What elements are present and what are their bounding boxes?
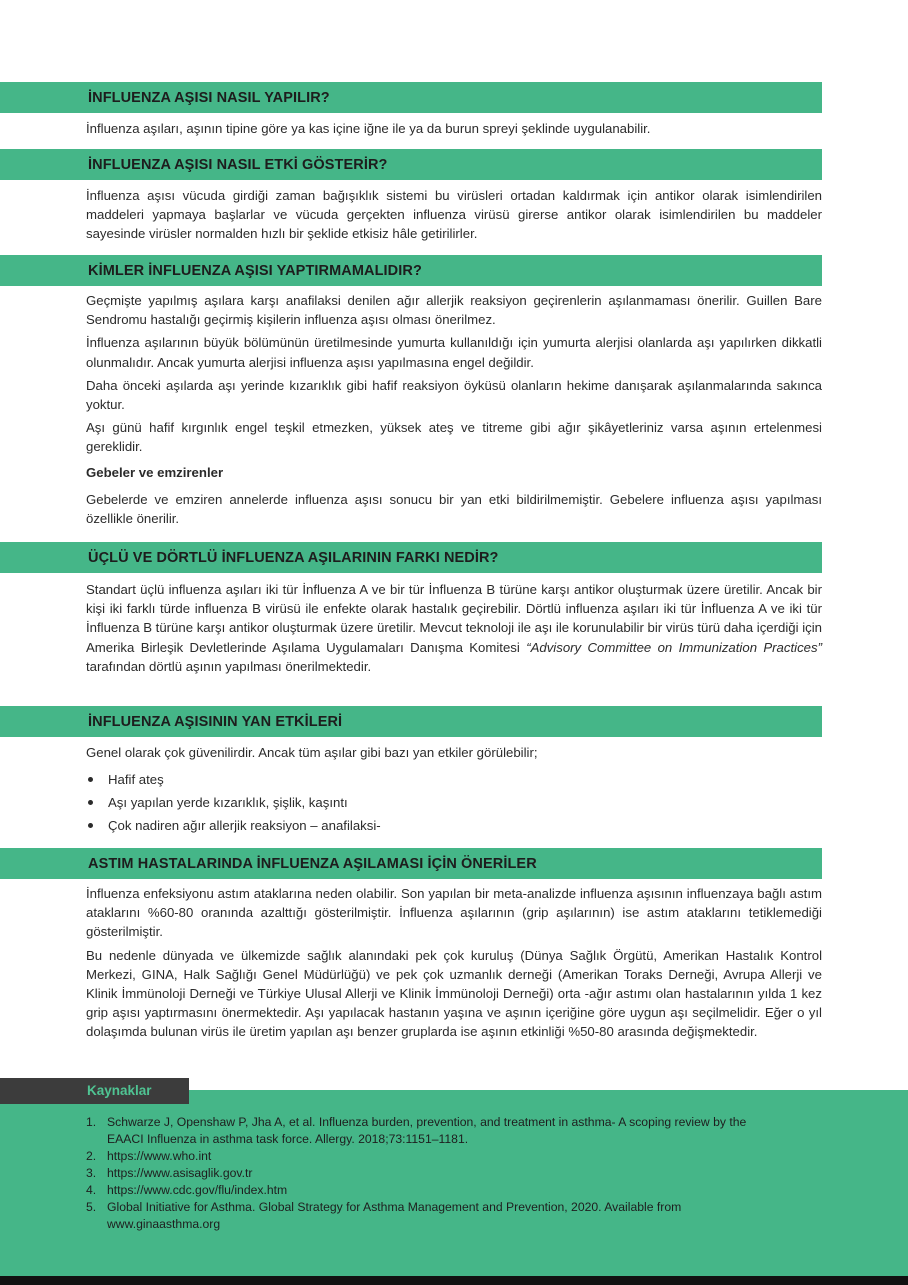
- reference-item: 4. https://www.cdc.gov/flu/index.htm: [86, 1183, 288, 1197]
- paragraph-italic: “Advisory Committee on Immunization Practices”: [526, 639, 822, 655]
- section-band-side-effects: [0, 706, 822, 737]
- reference-link[interactable]: https://www.cdc.gov/flu/index.htm: [107, 1183, 288, 1197]
- section-band-who-not: [0, 255, 822, 286]
- section-band-difference: [0, 542, 822, 573]
- subheading: Gebeler ve emzirenler: [86, 464, 224, 480]
- reference-item: 5. Global Initiative for Asthma. Global Strategy for Asthma Management and Prevention, 2020. Available from www.ginaasthma.org: [86, 1200, 682, 1231]
- reference-link[interactable]: https://www.who.int: [107, 1149, 212, 1163]
- references-list: [86, 1114, 766, 1233]
- section-body-asthma: [86, 884, 822, 1046]
- bullet-list: [86, 768, 822, 837]
- section-title: İNFLUENZA AŞISI NASIL YAPILIR?: [88, 90, 330, 106]
- paragraph: Geçmişte yapılmış aşılara karşı anafilaksi denilen ağır allerjik reaksiyon geçirenlerin aşılanmaması önerilir. Guillen Bare Sendromu hastalığı geçirmiş kişilerin influenza aşısı olması önerilmez.: [86, 293, 822, 328]
- reference-item: 2. https://www.who.int: [86, 1149, 212, 1163]
- section-body-how-works: [86, 186, 822, 248]
- references-tab: [0, 1078, 189, 1104]
- paragraph: İnfluenza enfeksiyonu astım ataklarına neden olabilir. Son yapılan bir meta-analizde influenza aşısının influenzaya bağlı astım ataklarını %60-80 oranında azalttığı gösterilmiştir. İnfluenza aşılarının (grip aşılarının) ise astım ataklarını tetiklemediği gösterilmiştir.: [86, 886, 822, 940]
- section-band-how-applied: [0, 82, 822, 113]
- paragraph: Genel olarak çok güvenilirdir. Ancak tüm aşılar gibi bazı yan etkiler görülebilir;: [86, 745, 538, 760]
- reference-item: 1. Schwarze J, Openshaw P, Jha A, et al. Influenza burden, prevention, and treatment in asthma- A scoping review by the EAACI Influenza in asthma task force. Allergy. 2018;73:1151–1181.: [86, 1115, 747, 1146]
- section-band-how-works: [0, 149, 822, 180]
- list-item: Hafif ateş: [86, 768, 822, 791]
- section-title: İNFLUENZA AŞISININ YAN ETKİLERİ: [88, 714, 343, 730]
- list-item: Aşı yapılan yerde kızarıklık, şişlik, kaşıntı: [86, 791, 822, 814]
- paragraph: Aşı günü hafif kırgınlık engel teşkil etmezken, yüksek ateş ve titreme gibi ağır şikâyetleriniz varsa aşının ertelenmesi gereklidir.: [86, 420, 822, 455]
- paragraph: Daha önceki aşılarda aşı yerinde kızarıklık gibi hafif reaksiyon öyküsü olanların hekime danışarak aşılanmalarında sakınca yoktur.: [86, 377, 822, 413]
- paragraph-text: Standart üçlü influenza aşıları iki tür İnfluenza A ve bir tür İnfluenza B türüne karşı antikor oluşturmak üzere üretilir. Ancak bir kişi iki farklı türde influenza B virüsü ile enfekte olarak hastalık geçirebilir. Dörtlü influenza aşıları iki tür İnfluenza A ve iki tür İnfluenza B türüne karşı antikor oluşturmak üzere üretilir. Mevcut teknoloji ile aşı ile korunulabilir bir virüs türü daha içerdiği için Amerika Birleşik Devletlerinde Aşılama Uygulamaları Danışma Komitesi: [86, 582, 822, 655]
- section-band-asthma: [0, 848, 822, 879]
- bottom-rule: [0, 1276, 908, 1285]
- bullet-icon: [88, 777, 93, 782]
- section-body-difference: [86, 580, 822, 680]
- list-item: Çok nadiren ağır allerjik reaksiyon – anafilaksi-: [86, 814, 822, 837]
- paragraph: [86, 580, 822, 676]
- reference-link[interactable]: https://www.asisaglik.gov.tr: [107, 1166, 253, 1180]
- reference-item: 3. https://www.asisaglik.gov.tr: [86, 1166, 253, 1180]
- paragraph: Gebelerde ve emziren annelerde influenza aşısı sonucu bir yan etki bildirilmemiştir. Gebelere influenza aşısı yapılması özellikle önerilir.: [86, 491, 822, 527]
- section-body-side-effects: [86, 743, 822, 837]
- section-title: ASTIM HASTALARINDA İNFLUENZA AŞILAMASI İÇİN ÖNERİLER: [88, 856, 537, 872]
- paragraph: İnfluenza aşılarının büyük bölümünün üretilmesinde yumurta kullanıldığı için yumurta alerjisi olanlarda aşı yapılırken dikkatli olunmalıdır. Ancak yumurta alerjisi influenza aşısı yapılmasına engel değildir.: [86, 335, 822, 370]
- paragraph: İnfluenza aşısı vücuda girdiği zaman bağışıklık sistemi bu virüsleri ortadan kaldırmak için antikor olarak isimlendirilen maddeleri yapmaya başlarlar ve vücuda gerçekten influenza virüsü girerse antikor olarak isimlendirilen bu maddeler sayesinde virüsler normalden hızlı bir şeklide etkisiz hâle getirilirler.: [86, 188, 822, 242]
- paragraph: İnfluenza aşıları, aşının tipine göre ya kas içine iğne ile ya da burun spreyi şeklinde uygulanabilir.: [86, 121, 651, 136]
- section-body-how-applied: [86, 119, 822, 142]
- paragraph-text: tarafından dörtlü aşının yapılması önerilmektedir.: [86, 658, 372, 674]
- bullet-icon: [88, 800, 93, 805]
- section-title: İNFLUENZA AŞISI NASIL ETKİ GÖSTERİR?: [88, 157, 388, 173]
- section-title: ÜÇLÜ VE DÖRTLÜ İNFLUENZA AŞILARININ FARKI NEDİR?: [88, 550, 499, 566]
- paragraph: Bu nedenle dünyada ve ülkemizde sağlık alanındaki pek çok kuruluş (Dünya Sağlık Örgütü, Amerikan Hastalık Kontrol Merkezi, GINA, Halk Sağlığı Genel Müdürlüğü) ve pek çok uzmanlık derneği (Amerikan Toraks Derneği, Avrupa Allerji ve Klinik İmmünoloji Derneği ve Türkiye Ulusal Allerji ve Klinik İmmünoloji Derneği) orta -ağır astımı olan hastalarının yılda 1 kez grip aşısı yaptırmasını önermektedir. Aşı yapılacak hastanın yaşına ve aşının içeriğine göre uygun aşı seçilmelidir. Eğer o yıl dolaşımda bulunan virüs ile üretim yapılan aşı benzer gruplarda ise aşının etkinliği %50-80 arasında değişmektedir.: [86, 947, 822, 1040]
- section-body-who-not: [86, 291, 822, 532]
- section-title: KİMLER İNFLUENZA AŞISI YAPTIRMAMALIDIR?: [88, 263, 422, 279]
- bullet-icon: [88, 823, 93, 828]
- references-heading: Kaynaklar: [87, 1083, 152, 1098]
